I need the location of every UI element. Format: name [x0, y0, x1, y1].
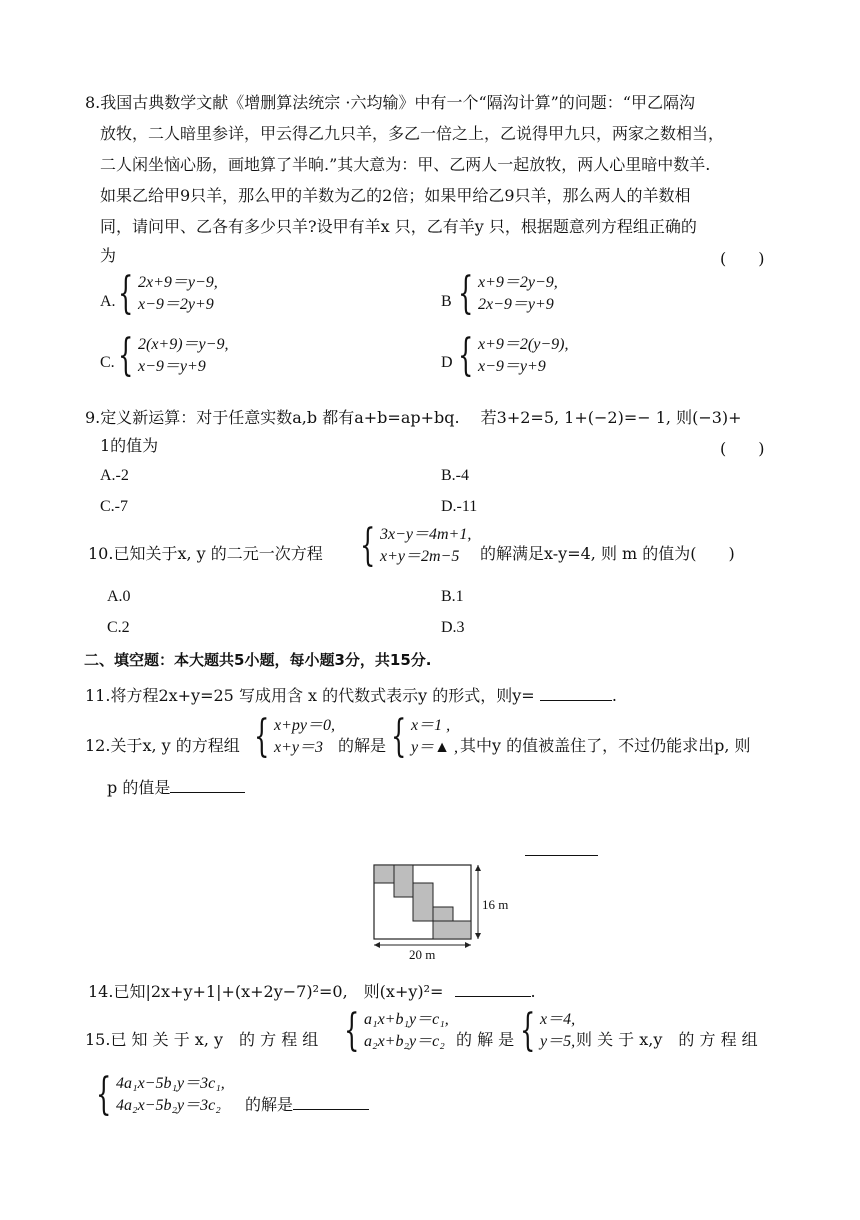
q15-suffix: 则 关 于 x,y 的 方 程 组 — [576, 1030, 758, 1049]
q15-end: 的解是 — [245, 1095, 294, 1114]
q15-eq3: 4a₁x−5b₁y＝3c₁, — [116, 1075, 225, 1092]
q8-answer-paren: ( ) — [720, 249, 765, 268]
q15-prefix: 15.已 知 关 于 x, y 的 方 程 组 — [85, 1030, 319, 1049]
q14-end: . — [530, 982, 536, 1001]
arrow-down-icon — [475, 933, 481, 939]
q10-eq2: x+y＝2m−5 — [380, 548, 460, 565]
q8-b-eq2: 2x−9＝y+9 — [478, 296, 554, 313]
q15-eq2: a₂x+b₂y＝c₂ — [364, 1033, 445, 1050]
q9-option-d: D.-11 — [441, 498, 478, 515]
q15-eq4: 4a₂x−5b₂y＝3c₂ — [116, 1097, 221, 1114]
arrow-right-icon — [465, 942, 471, 948]
q8-line-1: 8.我国古典数学文献《增删算法统宗 ·六均输》中有一个“隔沟计算”的问题：“甲乙隔沟 — [85, 93, 695, 112]
q8-b-eq1: x+9＝2y−9, — [478, 274, 558, 291]
q12-suffix: 其中y 的值被盖住了，不过仍能求出p, 则 — [460, 736, 751, 755]
q12-answer-blank — [170, 776, 245, 793]
brace-icon: { — [458, 268, 474, 319]
q12-sol2: y＝▲ , — [411, 739, 458, 756]
q12-line-2 — [107, 776, 245, 798]
q13-answer-blank — [525, 855, 598, 856]
shaded-block-2 — [394, 865, 413, 897]
q10-eq1: 3x−y＝4m+1, — [380, 526, 472, 543]
q9-option-c: C.-7 — [100, 498, 128, 515]
q11-end: . — [611, 686, 617, 705]
brace-icon: { — [254, 711, 270, 762]
q9-line-1: 9.定义新运算：对于任意实数a,b 都有a+b=ap+bq. 若3+2=5, 1+(−2)=− 1, 则(−3)+ — [85, 408, 742, 427]
q8-option-d-label: D — [441, 354, 453, 371]
section-2-heading: 二、填空题：本大题共5小题，每小题3分，共15分. — [84, 651, 432, 669]
arrow-up-icon — [475, 865, 481, 871]
q10-option-b: B.1 — [441, 588, 464, 605]
q10-prefix: 10.已知关于x, y 的二元一次方程 — [88, 544, 323, 563]
q15-end-line — [245, 1093, 369, 1115]
field-figure — [366, 860, 526, 960]
q15-answer-blank — [293, 1093, 369, 1110]
q8-d-eq1: x+9＝2(y−9), — [478, 336, 569, 353]
q8-option-a-label: A. — [100, 293, 116, 310]
q9-line-2: 1的值为 — [100, 436, 159, 455]
q8-option-b-system — [458, 268, 558, 319]
q8-line-4: 如果乙给甲9只羊，那么甲的羊数为乙的2倍；如果甲给乙9只羊，那么两人的羊数相 — [100, 186, 691, 205]
brace-icon: { — [96, 1069, 112, 1120]
q8-a-eq1: 2x+9＝y−9, — [138, 274, 218, 291]
q12-sol1: x＝1 , — [411, 717, 451, 734]
q8-option-d-system — [458, 330, 569, 381]
brace-icon: { — [344, 1005, 360, 1056]
q12-solution — [391, 711, 458, 762]
q9-option-b: B.-4 — [441, 467, 469, 484]
q8-c-eq2: x−9＝y+9 — [138, 358, 206, 375]
q15-solution — [520, 1005, 576, 1056]
q10-suffix: 的解满足x-y=4, 则 m 的值为( ) — [480, 544, 735, 563]
q15-sol1: x＝4, — [540, 1011, 576, 1028]
q12-eq2: x+y＝3 — [274, 739, 324, 756]
q14-text: 14.已知|2x+y+1|+(x+2y−7)²=0, 则(x+y)²= — [88, 982, 444, 1001]
q8-option-c-label: C. — [100, 354, 115, 371]
q15-system-1 — [344, 1005, 449, 1056]
brace-icon: { — [458, 330, 474, 381]
q12-prefix: 12.关于x, y 的方程组 — [85, 736, 240, 755]
q8-c-eq1: 2(x+9)＝y−9, — [138, 336, 229, 353]
q12-eq1: x+py＝0, — [274, 717, 336, 734]
q8-option-a-system — [118, 268, 218, 319]
q8-option-c-system — [118, 330, 229, 381]
question-14 — [88, 980, 536, 1002]
arrow-left-icon — [374, 942, 380, 948]
brace-icon: { — [520, 1005, 536, 1056]
shaded-block-5 — [433, 921, 471, 939]
q8-d-eq2: x−9＝y+9 — [478, 358, 546, 375]
q8-line-5: 同，请问甲、乙各有多少只羊?设甲有羊x 只，乙有羊y 只，根据题意列方程组正确的 — [100, 217, 697, 236]
q12-system — [254, 711, 336, 762]
q12-line-2-text: p 的值是 — [107, 778, 171, 797]
q8-line-6: 为 — [100, 246, 117, 265]
q15-mid: 的 解 是 — [456, 1030, 515, 1049]
q9-answer-paren: ( ) — [720, 439, 765, 458]
q10-option-a: A.0 — [107, 588, 131, 605]
width-label: 20 m — [409, 947, 436, 962]
q8-a-eq2: x−9＝2y+9 — [138, 296, 214, 313]
height-label: 16 m — [482, 897, 509, 912]
q11-answer-blank — [540, 684, 612, 701]
q8-option-b-label: B — [441, 293, 452, 310]
brace-icon: { — [118, 330, 134, 381]
q11-text: 11.将方程2x+y=25 写成用含 x 的代数式表示y 的形式，则y= — [85, 686, 540, 705]
shaded-block-3 — [413, 883, 433, 921]
brace-icon: { — [360, 520, 376, 571]
brace-icon: { — [391, 711, 407, 762]
question-11 — [85, 684, 617, 706]
q9-option-a: A.-2 — [100, 467, 129, 484]
brace-icon: { — [118, 268, 134, 319]
q8-line-3: 二人闲坐恼心肠，画地算了半晌.”其大意为：甲、乙两人一起放牧，两人心里暗中数羊. — [100, 155, 711, 174]
q14-answer-blank — [455, 980, 531, 997]
q10-system — [360, 520, 472, 571]
q10-option-c: C.2 — [107, 619, 130, 636]
q15-eq1: a₁x+b₁y＝c₁, — [364, 1011, 449, 1028]
q10-option-d: D.3 — [441, 619, 465, 636]
q15-system-2 — [96, 1069, 225, 1120]
q15-sol2: y＝5, — [540, 1033, 576, 1050]
q8-line-2: 放牧，二人暗里参详，甲云得乙九只羊，多乙一倍之上，乙说得甲九只，两家之数相当， — [100, 124, 725, 143]
q12-mid: 的解是 — [338, 736, 387, 755]
